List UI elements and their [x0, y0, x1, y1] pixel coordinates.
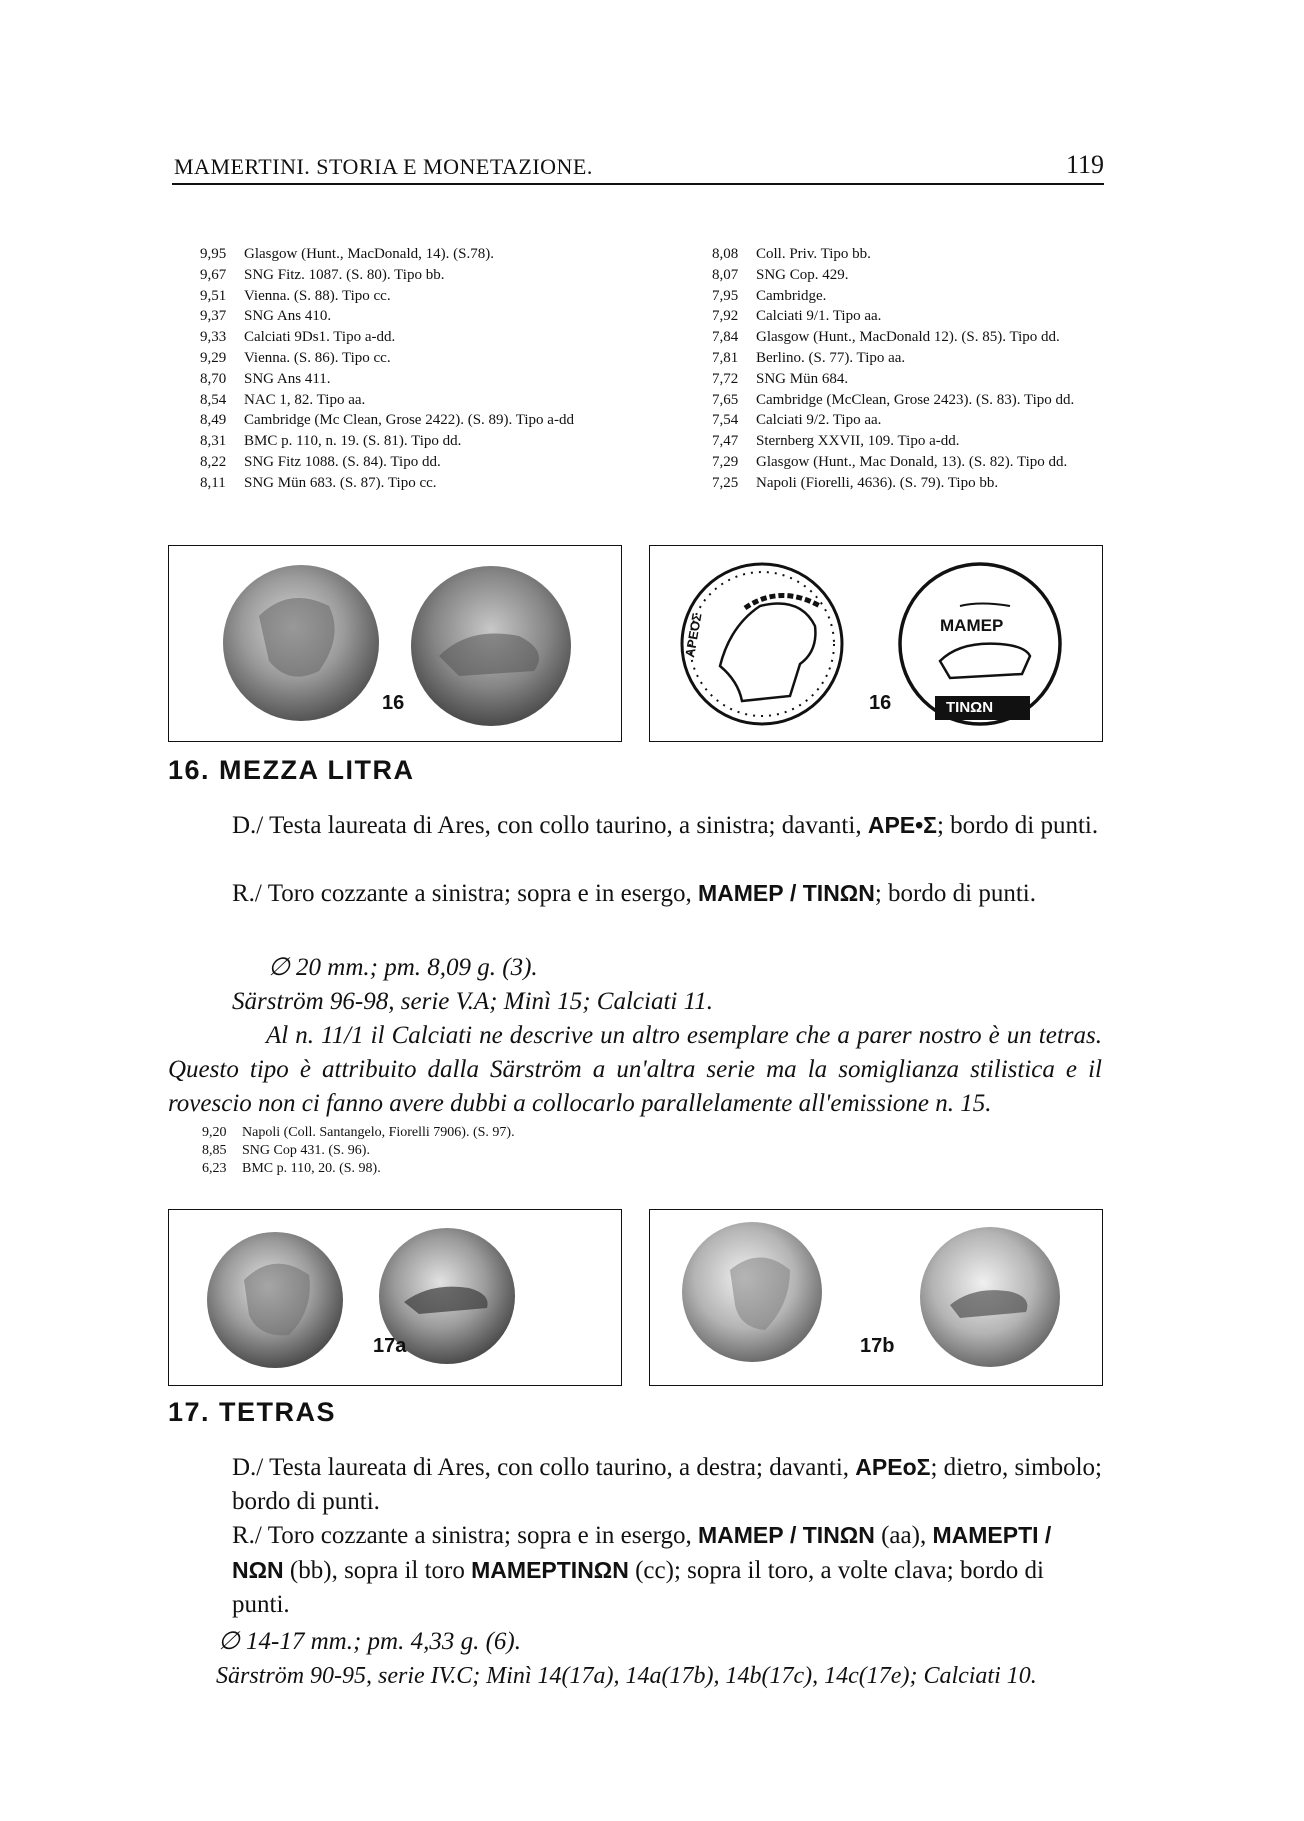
weight-value: 8,85 [202, 1143, 227, 1158]
plate-16-drawing [649, 545, 1103, 742]
plate-17a [168, 1209, 622, 1386]
weight-value: 9,37 [200, 308, 227, 325]
plate-17b [649, 1209, 1103, 1386]
weight-source: SNG Mün 683. (S. 87). Tipo cc. [244, 474, 437, 491]
obverse-text: Testa laureata di Ares, con collo taurino, a destra; davanti, [269, 1454, 850, 1481]
cat16-obverse [232, 808, 1102, 843]
weight-list-left [200, 244, 574, 494]
weight-entry [202, 1160, 515, 1178]
weight-entry [712, 431, 1074, 452]
cat16-note: Al n. 11/1 il Calciati ne descrive un altro esemplare che a parer nostro è un tetras. Questo tipo è attribuito dalla Särström a un'altra serie ma la somiglianza stilistica e il rovescio non ci fanno avere dubbi a collocarlo parallelamente all'emissione n. 15. [168, 1022, 1102, 1117]
weight-value: 6,23 [202, 1161, 227, 1176]
coin-photos-17a [169, 1210, 621, 1385]
cat17-obverse [232, 1450, 1102, 1519]
weight-source: Coll. Priv. Tipo bb. [756, 246, 871, 262]
obverse-text: Testa laureata di Ares, con collo taurino, a sinistra; davanti, [269, 812, 862, 839]
reverse-after: ; bordo di punti. [874, 880, 1036, 907]
weight-value: 7,25 [712, 474, 739, 491]
plate-label-17b: 17b [860, 1335, 895, 1357]
weight-entry [200, 369, 574, 390]
weight-source: Cambridge (Mc Clean, Grose 2422). (S. 89). Tipo a-dd [244, 412, 574, 429]
running-title: MAMERTINI. STORIA E MONETAZIONE. [174, 154, 593, 179]
weight-value: 7,84 [712, 329, 739, 346]
weight-entry [712, 473, 1074, 494]
weight-list-16 [202, 1124, 515, 1178]
plate-16-photo [168, 545, 622, 742]
weight-entry [200, 452, 574, 473]
weight-entry [712, 369, 1074, 390]
weight-entry [200, 410, 574, 431]
weight-value: 9,33 [200, 329, 227, 346]
cat16-reverse [232, 876, 1102, 911]
weight-source: Napoli (Coll. Santangelo, Fiorelli 7906). (S. 97). [242, 1125, 515, 1140]
drawing-legend-bottom: ΤΙΝΩΝ [946, 699, 994, 716]
obverse-mark: D./ [232, 1454, 264, 1481]
weight-source: Vienna. (S. 86). Tipo cc. [244, 349, 391, 366]
weight-source: Cambridge. [756, 287, 827, 304]
weight-entry [712, 410, 1074, 431]
obverse-legend: ΑΡΕ•Σ [867, 812, 937, 838]
reverse-text-4: (cc); sopra il toro, a volte clava; bordo di punti. [232, 1557, 1044, 1618]
weight-source: Calciati 9/1. Tipo aa. [756, 308, 882, 325]
reverse-legend-1: ΜΑΜΕΡ / ΤΙΝΩΝ [697, 1522, 875, 1548]
weight-source: Glasgow (Hunt., MacDonald, 14). (S.78). [244, 246, 494, 262]
cat17-reverse [232, 1518, 1102, 1622]
weight-entry [200, 473, 574, 494]
weight-entry [200, 390, 574, 411]
obverse-mark: D./ [232, 812, 264, 839]
page-number: 119 [1065, 150, 1104, 179]
weight-value: 8,11 [200, 474, 226, 491]
weight-value: 7,47 [712, 433, 739, 450]
weight-source: SNG Fitz 1088. (S. 84). Tipo dd. [244, 453, 441, 470]
weight-entry [712, 348, 1074, 369]
weight-value: 8,22 [200, 453, 227, 470]
weight-entry [712, 265, 1074, 286]
weight-entry [712, 327, 1074, 348]
cat17-metrics: ∅ 14-17 mm.; pm. 4,33 g. (6). [218, 1628, 521, 1655]
weight-value: 9,20 [202, 1125, 227, 1140]
weight-source: Berlino. (S. 77). Tipo aa. [756, 349, 906, 366]
weight-value: 7,72 [712, 370, 739, 387]
obverse-after: ; dietro, simbolo; bordo di punti. [232, 1454, 1102, 1515]
header-rule [172, 183, 1104, 185]
weight-source: SNG Ans 411. [244, 370, 331, 387]
cat16-refs: Särström 96-98, serie V.A; Minì 15; Calciati 11. [232, 988, 713, 1015]
weight-source: Calciati 9/2. Tipo aa. [756, 412, 882, 429]
weight-value: 7,81 [712, 349, 739, 366]
weight-entry [712, 390, 1074, 411]
weight-source: SNG Cop 431. (S. 96). [242, 1143, 370, 1158]
reverse-legend: ΜΑΜΕΡ / ΤΙΝΩΝ [697, 880, 875, 906]
weight-source: BMC p. 110, 20. (S. 98). [242, 1161, 381, 1176]
drawing-legend-side: ΑΡΕΟΣ [682, 612, 705, 659]
weight-entry [202, 1142, 515, 1160]
catalogue-title-17: 17. TETRAS [168, 1397, 337, 1427]
weight-value: 8,70 [200, 370, 227, 387]
weight-entry [200, 244, 574, 265]
obverse-legend: ΑΡΕοΣ [855, 1454, 931, 1480]
weight-value: 8,54 [200, 391, 227, 408]
reverse-text-2: (aa), [874, 1522, 933, 1549]
reverse-legend-3: ΜΑΜΕΡΤΙΝΩΝ [471, 1557, 629, 1583]
weight-value: 8,08 [712, 246, 739, 262]
weight-entry [712, 244, 1074, 265]
reverse-mark: R./ [232, 1522, 262, 1549]
weight-source: Glasgow (Hunt., MacDonald 12). (S. 85). Tipo dd. [756, 329, 1060, 346]
weight-list-right [712, 244, 1074, 494]
catalogue-title-16: 16. MEZZA LITRA [168, 755, 415, 785]
weight-entry [712, 306, 1074, 327]
weight-value: 9,51 [200, 287, 227, 304]
weight-source: SNG Cop. 429. [756, 266, 849, 283]
weight-source: BMC p. 110, n. 19. (S. 81). Tipo dd. [244, 433, 462, 450]
weight-entry [200, 286, 574, 307]
plate-label-17a: 17a [373, 1335, 407, 1357]
reverse-legend-2: ΜΑΜΕΡΤΙ / ΝΩΝ [232, 1522, 1052, 1583]
cat17-refs: Särström 90-95, serie IV.C; Minì 14(17a), 14a(17b), 14b(17c), 14c(17e); Calciati 10. [216, 1663, 1037, 1689]
obverse-after: ; bordo di punti. [936, 812, 1099, 839]
plate-label-16-drawing: 16 [869, 692, 892, 714]
weight-entry [202, 1124, 515, 1142]
weight-source: SNG Fitz. 1087. (S. 80). Tipo bb. [244, 266, 445, 283]
reverse-text: Toro cozzante a sinistra; sopra e in esergo, [267, 1522, 692, 1549]
weight-source: NAC 1, 82. Tipo aa. [244, 391, 366, 408]
weight-entry [200, 306, 574, 327]
weight-source: Glasgow (Hunt., Mac Donald, 13). (S. 82). Tipo dd. [756, 453, 1068, 470]
weight-source: SNG Ans 410. [244, 308, 332, 325]
weight-value: 7,54 [712, 412, 739, 429]
reverse-text-3: (bb), sopra il toro [283, 1557, 472, 1584]
reverse-text: Toro cozzante a sinistra; sopra e in esergo, [267, 880, 692, 907]
weight-entry [712, 286, 1074, 307]
weight-value: 7,29 [712, 453, 739, 470]
weight-value: 9,95 [200, 246, 227, 262]
weight-entry [200, 265, 574, 286]
weight-source: SNG Mün 684. [756, 370, 849, 387]
weight-value: 9,67 [200, 266, 227, 283]
weight-entry [200, 348, 574, 369]
weight-source: Calciati 9Ds1. Tipo a-dd. [244, 329, 396, 346]
weight-value: 8,49 [200, 412, 227, 429]
weight-value: 7,65 [712, 391, 739, 408]
weight-value: 8,07 [712, 266, 739, 283]
plate-label-16-photo: 16 [382, 692, 405, 714]
weight-source: Napoli (Fiorelli, 4636). (S. 79). Tipo bb. [756, 474, 999, 491]
weight-value: 9,29 [200, 349, 227, 366]
weight-source: Sternberg XXVII, 109. Tipo a-dd. [756, 433, 960, 450]
weight-source: Cambridge (McClean, Grose 2423). (S. 83). Tipo dd. [756, 391, 1075, 408]
weight-value: 8,31 [200, 433, 227, 450]
reverse-mark: R./ [232, 880, 262, 907]
weight-value: 7,92 [712, 308, 739, 325]
weight-entry [200, 431, 574, 452]
weight-source: Vienna. (S. 88). Tipo cc. [244, 287, 391, 304]
weight-entry [200, 327, 574, 348]
cat16-metrics: ∅ 20 mm.; pm. 8,09 g. (3). [268, 954, 538, 981]
drawing-legend-top: ΜΑΜΕΡ [940, 616, 1004, 635]
weight-value: 7,95 [712, 287, 739, 304]
coin-photos-17b [650, 1210, 1102, 1385]
weight-entry [712, 452, 1074, 473]
